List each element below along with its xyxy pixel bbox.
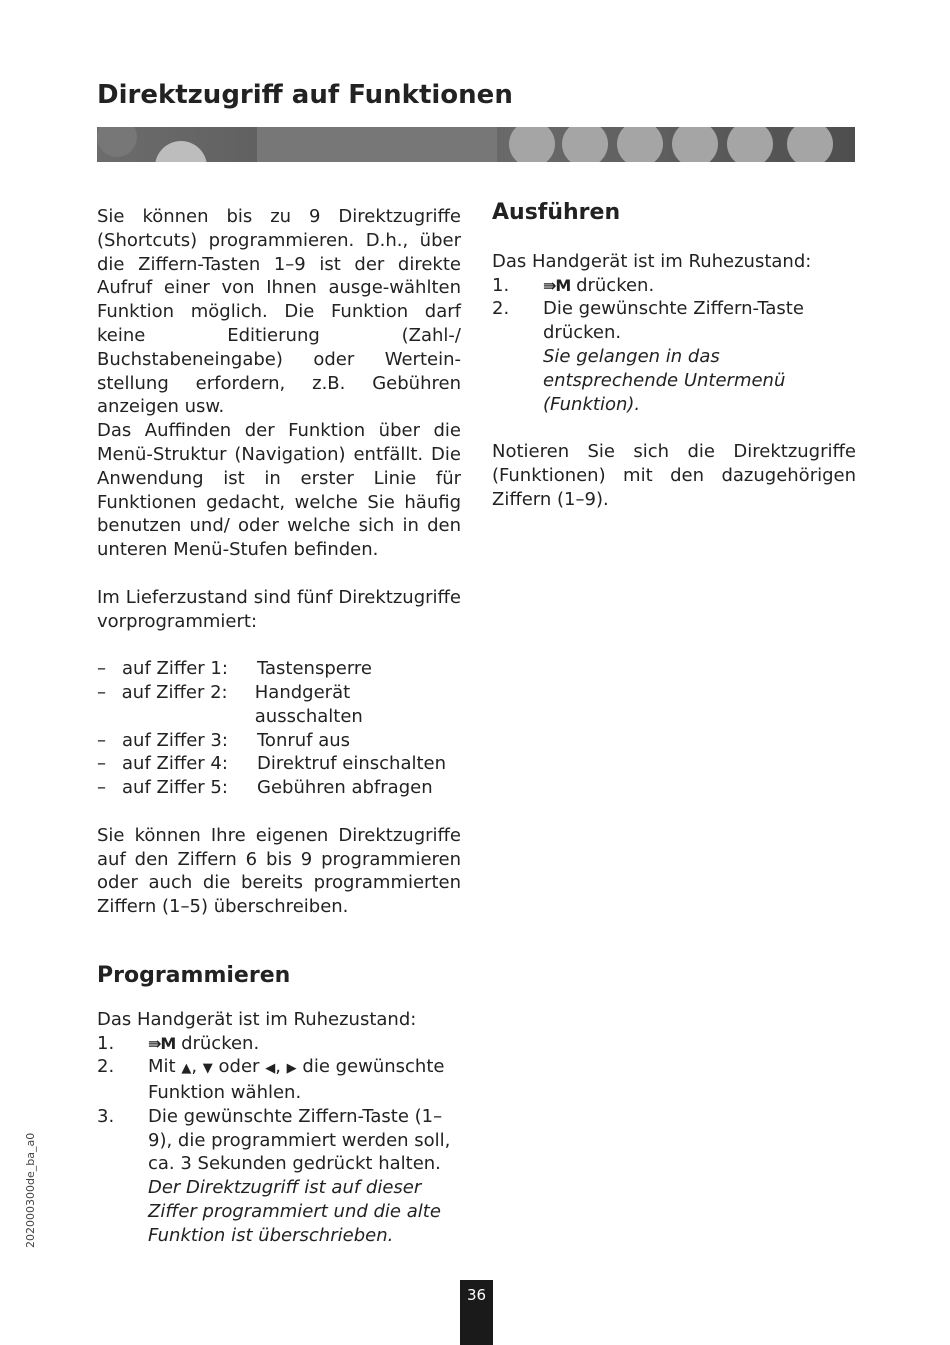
preset-list	[97, 657, 461, 800]
document-code: 202000300de_ba_a0	[24, 1132, 37, 1248]
overwrite-paragraph: Sie können Ihre eigenen Direktzugriffe auf den Ziffern 6 bis 9 programmieren oder auch die bereits programmierten Ziffern (1–5) überschreiben.	[97, 824, 461, 918]
page-number-tab	[460, 1280, 493, 1345]
arrow-right-icon: ▶	[286, 1061, 297, 1077]
arrow-up-icon: ▲	[181, 1061, 192, 1077]
list-item: 1. ⇛M drücken.	[97, 1032, 260, 1054]
list-item: 1. ⇛M drücken.	[492, 274, 655, 296]
preset-intro: Im Lieferzustand sind fünf Direktzugriffe vorprogrammiert:	[97, 586, 461, 632]
list-item: – auf Ziffer 4: Direktruf einschalten	[97, 753, 447, 775]
right-column	[492, 201, 856, 512]
menu-key-icon: ⇛M	[148, 1033, 176, 1053]
ausfuehren-heading: Ausführen	[492, 200, 621, 225]
ausfuehren-steps	[492, 274, 856, 417]
menu-key-icon: ⇛M	[543, 275, 571, 295]
page-number: 36	[466, 1286, 487, 1304]
list-item: – auf Ziffer 2: Handgerät ausschalten	[97, 681, 363, 727]
programmieren-heading: Programmieren	[97, 962, 291, 988]
intro-paragraph: Sie können bis zu 9 Direktzugriffe (Shortcuts) programmieren. D.h., über die Ziffern-Tasten 1–9 ist der direkte Aufruf einer von Ihnen ausge-wählten Funktion möglich. Die Funktion darf keine Editierung (Zahl-/ Buchstabeneingabe) oder Wertein-stellung erfordern, z.B. Gebühren anzeigen usw.	[97, 206, 461, 418]
intro-paragraph: Das Auffinden der Funktion über die Menü-Struktur (Navigation) entfällt. Die Anwendung ist in erster Linie für Funktionen gedacht, welche Sie häufig benutzen und/ oder welche sich in den unteren Menü-Stufen befinden.	[97, 420, 461, 561]
list-item: – auf Ziffer 1: Tastensperre	[97, 658, 373, 680]
list-item: – auf Ziffer 3: Tonruf aus	[97, 729, 351, 751]
left-column	[97, 205, 461, 1248]
note-paragraph: Notieren Sie sich die Direktzugriffe (Funktionen) mit den dazugehörigen Ziffern (1–9).	[492, 441, 856, 510]
state-text: Das Handgerät ist im Ruhezustand:	[492, 250, 812, 272]
list-item: 2. Die gewünschte Ziffern-Taste drücken. Sie gelangen in das entsprechende Untermenü (Funktion).	[492, 298, 804, 415]
page-title: Direktzugriff auf Funktionen	[97, 80, 513, 110]
list-item: 2. Mit ▲, ▼ oder ◀, ▶ die gewünschte Funktion wählen.	[97, 1056, 445, 1104]
arrow-down-icon: ▼	[202, 1061, 213, 1077]
phone-keypad-photo	[97, 127, 855, 162]
state-text: Das Handgerät ist im Ruhezustand:	[97, 1008, 417, 1030]
list-item: – auf Ziffer 5: Gebühren abfragen	[97, 777, 433, 799]
programmieren-steps	[97, 1032, 461, 1248]
arrow-left-icon: ◀	[265, 1061, 276, 1077]
list-item: 3. Die gewünschte Ziffern-Taste (1–9), die programmiert werden soll, ca. 3 Sekunden gedrückt halten. Der Direktzugriff ist auf dieser Ziffer programmiert und die alte Funktion ist überschrieben.	[97, 1105, 451, 1246]
